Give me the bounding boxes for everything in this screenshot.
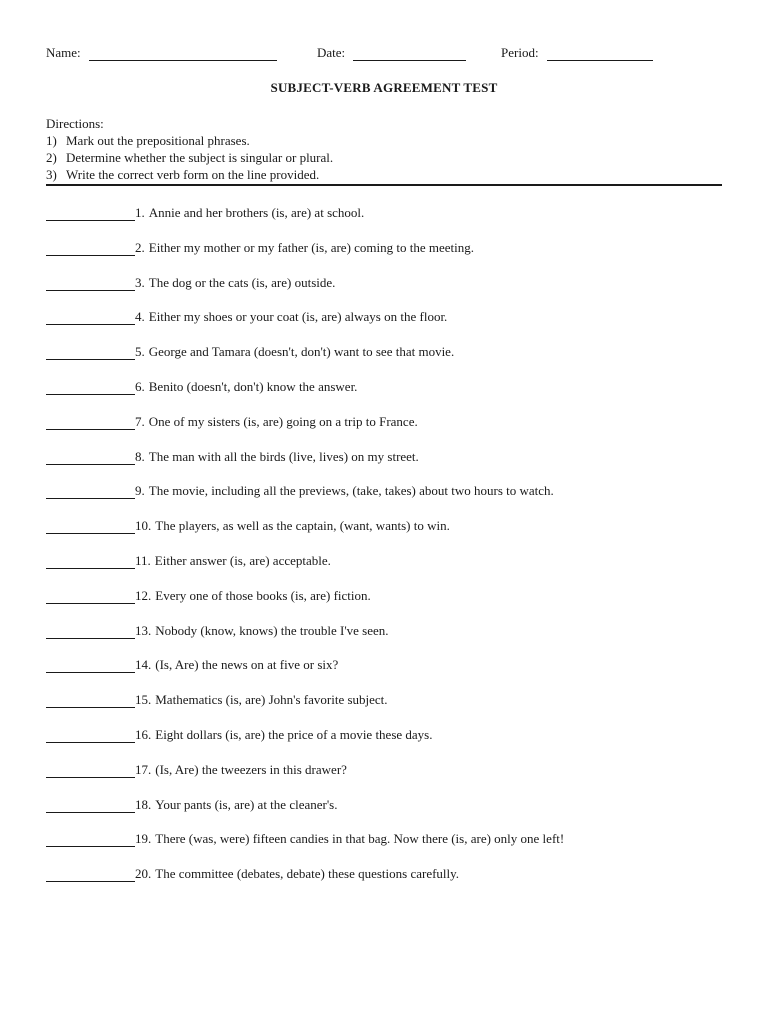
question-number: 17. bbox=[135, 761, 152, 777]
question-item bbox=[46, 623, 726, 658]
direction-text: Mark out the prepositional phrases. bbox=[66, 133, 250, 148]
question-text: (Is, Are) the tweezers in this drawer? bbox=[155, 761, 347, 777]
direction-text: Write the correct verb form on the line provided. bbox=[66, 167, 320, 182]
question-text: Benito (doesn't, don't) know the answer. bbox=[148, 378, 358, 394]
name-label: Name: bbox=[46, 45, 81, 60]
question-number: 10. bbox=[135, 518, 152, 534]
question-item bbox=[46, 762, 726, 797]
direction-text: Determine whether the subject is singular or plural. bbox=[66, 150, 334, 165]
question-item bbox=[46, 240, 726, 275]
answer-blank-line[interactable] bbox=[46, 379, 135, 395]
question-number: 2. bbox=[135, 239, 145, 255]
direction-item bbox=[46, 166, 726, 183]
question-text: Annie and her brothers (is, are) at school. bbox=[148, 205, 365, 220]
answer-blank-line[interactable] bbox=[46, 727, 135, 743]
question-item bbox=[46, 727, 726, 762]
directions-block bbox=[46, 115, 726, 183]
answer-blank-line[interactable] bbox=[46, 449, 135, 465]
answer-blank-line[interactable] bbox=[46, 205, 135, 221]
answer-blank-line[interactable] bbox=[46, 518, 135, 534]
question-item bbox=[46, 588, 726, 623]
question-text: Either answer (is, are) acceptable. bbox=[154, 552, 331, 568]
name-blank-line[interactable] bbox=[89, 46, 277, 61]
question-text: George and Tamara (doesn't, don't) want to see that movie. bbox=[148, 344, 455, 360]
direction-number: 3) bbox=[46, 167, 57, 182]
answer-blank-line[interactable] bbox=[46, 344, 135, 360]
direction-item bbox=[46, 132, 726, 149]
directions-heading: Directions: bbox=[46, 116, 104, 131]
date-field bbox=[317, 45, 466, 61]
date-blank-line[interactable] bbox=[353, 46, 466, 61]
question-text: One of my sisters (is, are) going on a trip to France. bbox=[148, 413, 418, 429]
question-item bbox=[46, 414, 726, 449]
page-title: SUBJECT-VERB AGREEMENT TEST bbox=[270, 80, 498, 95]
answer-blank-line[interactable] bbox=[46, 553, 135, 569]
question-number: 20. bbox=[135, 866, 152, 882]
question-number: 1. bbox=[135, 205, 145, 220]
question-text: Your pants (is, are) at the cleaner's. bbox=[155, 796, 338, 812]
period-label: Period: bbox=[501, 45, 539, 60]
question-item bbox=[46, 797, 726, 832]
question-item bbox=[46, 657, 726, 692]
question-text: Every one of those books (is, are) fiction. bbox=[155, 587, 371, 603]
direction-item bbox=[46, 149, 726, 166]
answer-blank-line[interactable] bbox=[46, 414, 135, 430]
question-item bbox=[46, 553, 726, 588]
question-item bbox=[46, 831, 726, 866]
question-number: 8. bbox=[135, 448, 145, 464]
answer-blank-line[interactable] bbox=[46, 623, 135, 639]
question-text: Eight dollars (is, are) the price of a movie these days. bbox=[155, 726, 433, 742]
question-text: The committee (debates, debate) these questions carefully. bbox=[155, 866, 460, 882]
name-field bbox=[46, 45, 277, 61]
answer-blank-line[interactable] bbox=[46, 797, 135, 813]
question-text: Mathematics (is, are) John's favorite subject. bbox=[155, 692, 388, 708]
question-number: 7. bbox=[135, 413, 145, 429]
question-text: (Is, Are) the news on at five or six? bbox=[155, 657, 339, 673]
answer-blank-line[interactable] bbox=[46, 275, 135, 291]
answer-blank-line[interactable] bbox=[46, 866, 135, 882]
answer-blank-line[interactable] bbox=[46, 657, 135, 673]
question-number: 18. bbox=[135, 796, 152, 812]
question-item bbox=[46, 275, 726, 310]
header-fields bbox=[46, 45, 726, 67]
question-number: 6. bbox=[135, 378, 145, 394]
question-item bbox=[46, 866, 726, 901]
section-divider bbox=[46, 184, 722, 186]
question-text: Nobody (know, knows) the trouble I've seen. bbox=[155, 622, 389, 638]
question-number: 11. bbox=[135, 552, 151, 568]
question-text: The dog or the cats (is, are) outside. bbox=[148, 274, 336, 290]
direction-number: 2) bbox=[46, 150, 57, 165]
question-item bbox=[46, 344, 726, 379]
question-number: 12. bbox=[135, 587, 152, 603]
question-text: Either my mother or my father (is, are) coming to the meeting. bbox=[148, 239, 475, 255]
question-number: 3. bbox=[135, 274, 145, 290]
question-text: There (was, were) fifteen candies in that bag. Now there (is, are) only one left! bbox=[155, 831, 565, 847]
question-number: 14. bbox=[135, 657, 152, 673]
question-number: 16. bbox=[135, 726, 152, 742]
question-number: 5. bbox=[135, 344, 145, 360]
answer-blank-line[interactable] bbox=[46, 762, 135, 778]
question-list bbox=[46, 205, 726, 901]
question-item bbox=[46, 379, 726, 414]
question-item bbox=[46, 449, 726, 484]
question-text: Either my shoes or your coat (is, are) always on the floor. bbox=[148, 309, 448, 325]
answer-blank-line[interactable] bbox=[46, 240, 135, 256]
answer-blank-line[interactable] bbox=[46, 831, 135, 847]
question-text: The man with all the birds (live, lives) on my street. bbox=[148, 448, 419, 464]
period-field bbox=[501, 45, 653, 61]
answer-blank-line[interactable] bbox=[46, 692, 135, 708]
question-item bbox=[46, 518, 726, 553]
question-number: 13. bbox=[135, 622, 152, 638]
answer-blank-line[interactable] bbox=[46, 309, 135, 325]
question-number: 9. bbox=[135, 483, 145, 499]
question-number: 4. bbox=[135, 309, 145, 325]
question-number: 15. bbox=[135, 692, 152, 708]
question-item bbox=[46, 692, 726, 727]
question-text: The movie, including all the previews, (take, takes) about two hours to watch. bbox=[148, 483, 554, 499]
answer-blank-line[interactable] bbox=[46, 483, 135, 499]
period-blank-line[interactable] bbox=[547, 46, 653, 61]
direction-number: 1) bbox=[46, 133, 57, 148]
question-item bbox=[46, 205, 726, 240]
answer-blank-line[interactable] bbox=[46, 588, 135, 604]
date-label: Date: bbox=[317, 45, 346, 60]
question-text: The players, as well as the captain, (want, wants) to win. bbox=[155, 518, 450, 534]
question-item bbox=[46, 483, 726, 518]
question-number: 19. bbox=[135, 831, 152, 847]
question-item bbox=[46, 309, 726, 344]
